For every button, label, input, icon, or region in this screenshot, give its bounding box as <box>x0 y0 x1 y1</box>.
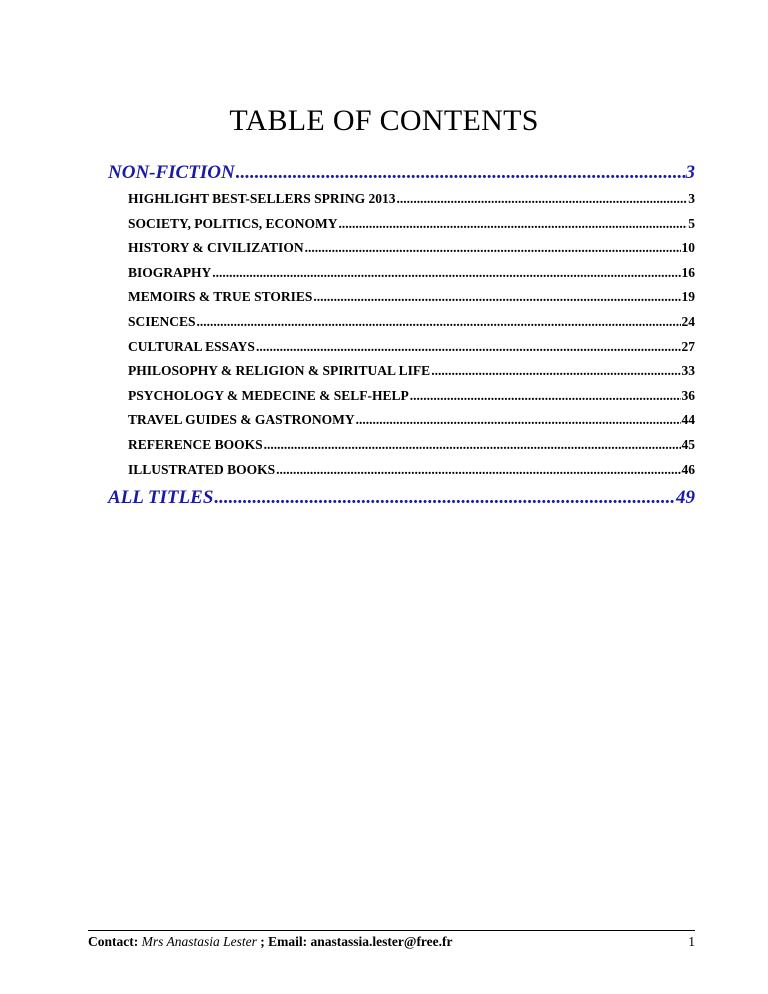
toc-entry-page: 24 <box>681 313 695 329</box>
toc-entry-page: 44 <box>681 412 695 428</box>
toc-entry-label: ILLUSTRATED BOOKS <box>128 461 276 477</box>
toc-entry-label: HIGHLIGHT BEST-SELLERS SPRING 2013 <box>128 191 396 206</box>
dot-leader <box>410 384 681 409</box>
toc-entry-page: 16 <box>681 264 695 280</box>
toc-entry-psychology-medecine[interactable] <box>108 384 695 409</box>
toc-entry-page: 27 <box>681 338 695 354</box>
toc-entry-page: 10 <box>681 240 695 256</box>
toc-entry-society-politics-economy[interactable] <box>108 212 695 237</box>
toc-entry-label: BIOGRAPHY <box>128 264 212 280</box>
contact-label: Contact: <box>88 934 139 949</box>
toc-entry-page: 36 <box>681 387 695 403</box>
toc-entry-cultural-essays[interactable] <box>108 335 695 360</box>
toc-entry-label: SCIENCES <box>128 313 196 329</box>
toc-section-page: 3 <box>685 162 695 183</box>
toc-entry-page: 45 <box>681 436 695 452</box>
toc-section-non-fiction[interactable] <box>108 160 695 186</box>
dot-leader <box>313 285 680 310</box>
dot-leader <box>305 236 681 261</box>
dot-leader <box>339 212 688 237</box>
dot-leader <box>264 433 681 458</box>
toc-section-page: 49 <box>676 487 695 509</box>
toc-entry-sciences[interactable] <box>108 310 695 335</box>
dot-leader <box>256 335 681 360</box>
toc-entry-label: REFERENCE BOOKS <box>128 436 263 452</box>
toc-entry-label: PHILOSOPHY & RELIGION & SPIRITUAL LIFE <box>128 363 431 379</box>
toc-entry-memoirs-true-stories[interactable] <box>108 285 695 310</box>
toc-entry-label: PSYCHOLOGY & MEDECINE & SELF-HELP <box>128 387 409 403</box>
dot-leader <box>431 359 680 384</box>
dot-leader <box>236 160 685 186</box>
dot-leader <box>396 187 687 212</box>
table-of-contents <box>108 160 695 513</box>
toc-entry-history-civilization[interactable] <box>108 236 695 261</box>
contact-email[interactable]: anastassia.lester@free.fr <box>310 934 453 949</box>
toc-entry-label: TRAVEL GUIDES & GASTRONOMY <box>128 412 355 428</box>
toc-entry-travel-guides[interactable] <box>108 408 695 433</box>
toc-section-all-titles[interactable] <box>108 483 695 513</box>
dot-leader <box>214 483 675 513</box>
toc-subsection-list <box>108 187 695 482</box>
toc-entry-illustrated-books[interactable] <box>108 458 695 483</box>
toc-entry-page: 3 <box>688 191 695 206</box>
page-number: 1 <box>688 934 695 949</box>
page-title: TABLE OF CONTENTS <box>229 104 539 137</box>
toc-section-label: ALL TITLES <box>108 487 214 509</box>
toc-entry-philosophy-religion[interactable] <box>108 359 695 384</box>
email-label: ; Email: <box>260 934 308 949</box>
footer-contact <box>88 934 453 950</box>
toc-entry-page: 46 <box>681 461 695 477</box>
toc-entry-reference-books[interactable] <box>108 433 695 458</box>
dot-leader <box>212 261 680 286</box>
toc-entry-highlight-best-sellers[interactable] <box>108 187 695 212</box>
dot-leader <box>356 408 681 433</box>
toc-entry-page: 5 <box>688 215 695 231</box>
dot-leader <box>276 458 680 483</box>
toc-entry-label: CULTURAL ESSAYS <box>128 338 255 354</box>
toc-entry-page: 19 <box>681 289 695 305</box>
toc-entry-label: HISTORY & CIVILIZATION <box>128 240 304 256</box>
toc-entry-page: 33 <box>681 363 695 379</box>
dot-leader <box>197 310 681 335</box>
toc-entry-label: SOCIETY, POLITICS, ECONOMY <box>128 215 338 231</box>
contact-name: Mrs Anastasia Lester <box>141 934 257 949</box>
toc-entry-biography[interactable] <box>108 261 695 286</box>
page-footer <box>88 930 695 950</box>
toc-section-label: NON-FICTION <box>108 162 235 183</box>
toc-entry-label: MEMOIRS & TRUE STORIES <box>128 289 313 305</box>
